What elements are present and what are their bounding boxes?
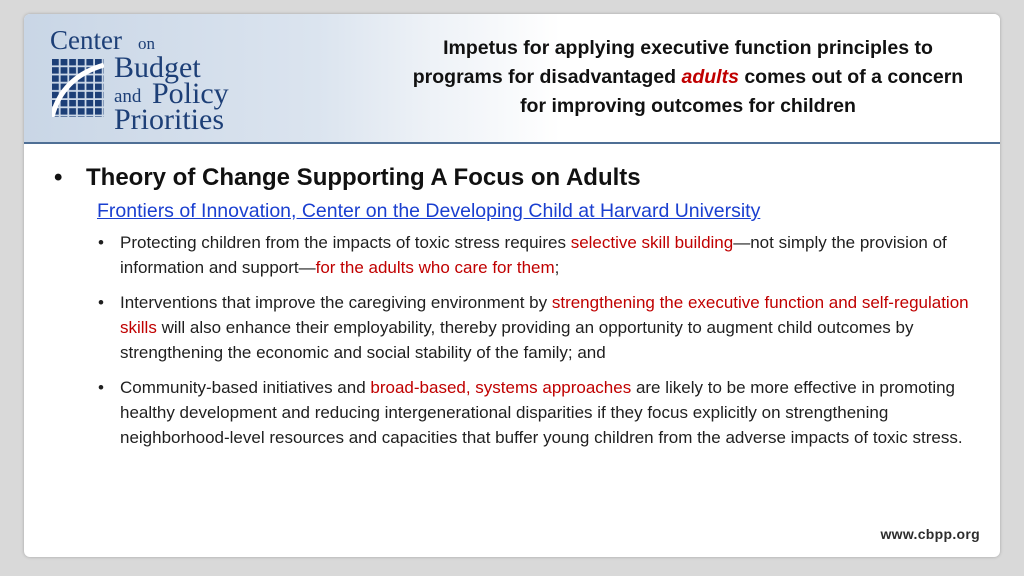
bullet-highlight: broad-based, systems approaches bbox=[370, 378, 632, 397]
logo-grid-icon bbox=[52, 59, 104, 117]
logo-text-and: and bbox=[114, 86, 142, 107]
content-area bbox=[54, 162, 974, 460]
sub-bullet-list bbox=[54, 230, 974, 450]
list-item bbox=[54, 375, 974, 450]
main-bullet bbox=[54, 162, 974, 194]
list-item bbox=[54, 230, 974, 280]
main-bullet-text: Theory of Change Supporting A Focus on Adults bbox=[86, 164, 641, 191]
logo-text-on: on bbox=[138, 34, 155, 53]
logo-text-priorities: Priorities bbox=[114, 103, 224, 136]
bullet-highlight: selective skill building bbox=[570, 233, 734, 252]
bullet-highlight: strengthening the executive function and self-regulation skills bbox=[120, 293, 969, 337]
source-link[interactable]: Frontiers of Innovation, Center on the Developing Child at Harvard University bbox=[97, 200, 761, 222]
bullet-marker: • bbox=[98, 293, 104, 312]
bullet-marker: • bbox=[98, 233, 104, 252]
slide bbox=[24, 14, 1000, 557]
logo-text-center: Center bbox=[50, 25, 122, 55]
bullet-text: ; bbox=[554, 258, 560, 277]
bullet-marker: • bbox=[98, 378, 104, 397]
bullet-text: will also enhance their employability, thereby providing an opportunity to augment child outcomes by strengthening the economic and social stability of the family; and bbox=[120, 318, 914, 362]
cbpp-logo bbox=[50, 27, 280, 135]
list-item bbox=[54, 290, 974, 365]
bullet-highlight: for the adults who care for them bbox=[315, 258, 555, 277]
footer-url: www.cbpp.org bbox=[880, 526, 980, 542]
title-text-2: comes out of a concern for improving outcomes for children bbox=[520, 66, 964, 117]
bullet-text: —not simply the provision of information and support— bbox=[120, 233, 947, 277]
bullet-marker: • bbox=[54, 164, 63, 191]
slide-title bbox=[408, 34, 968, 121]
logo-text-budget: Budget bbox=[114, 51, 201, 84]
header-divider bbox=[24, 142, 1000, 144]
title-emphasis: adults bbox=[681, 66, 739, 88]
bullet-text: are likely to be more effective in promoting healthy development and reducing intergenerational disparities if they focus explicitly on strengthening neighborhood-level resources and capacities that buffer young children from the adverse impacts of toxic stress. bbox=[120, 378, 963, 447]
title-text-1: Impetus for applying executive function principles to programs for disadvantaged bbox=[412, 37, 933, 88]
bullet-text: Protecting children from the impacts of toxic stress requires bbox=[120, 233, 571, 252]
logo-text-policy: Policy bbox=[152, 77, 229, 110]
bullet-text: Interventions that improve the caregiving environment by bbox=[120, 293, 552, 312]
bullet-text: Community-based initiatives and bbox=[120, 378, 371, 397]
